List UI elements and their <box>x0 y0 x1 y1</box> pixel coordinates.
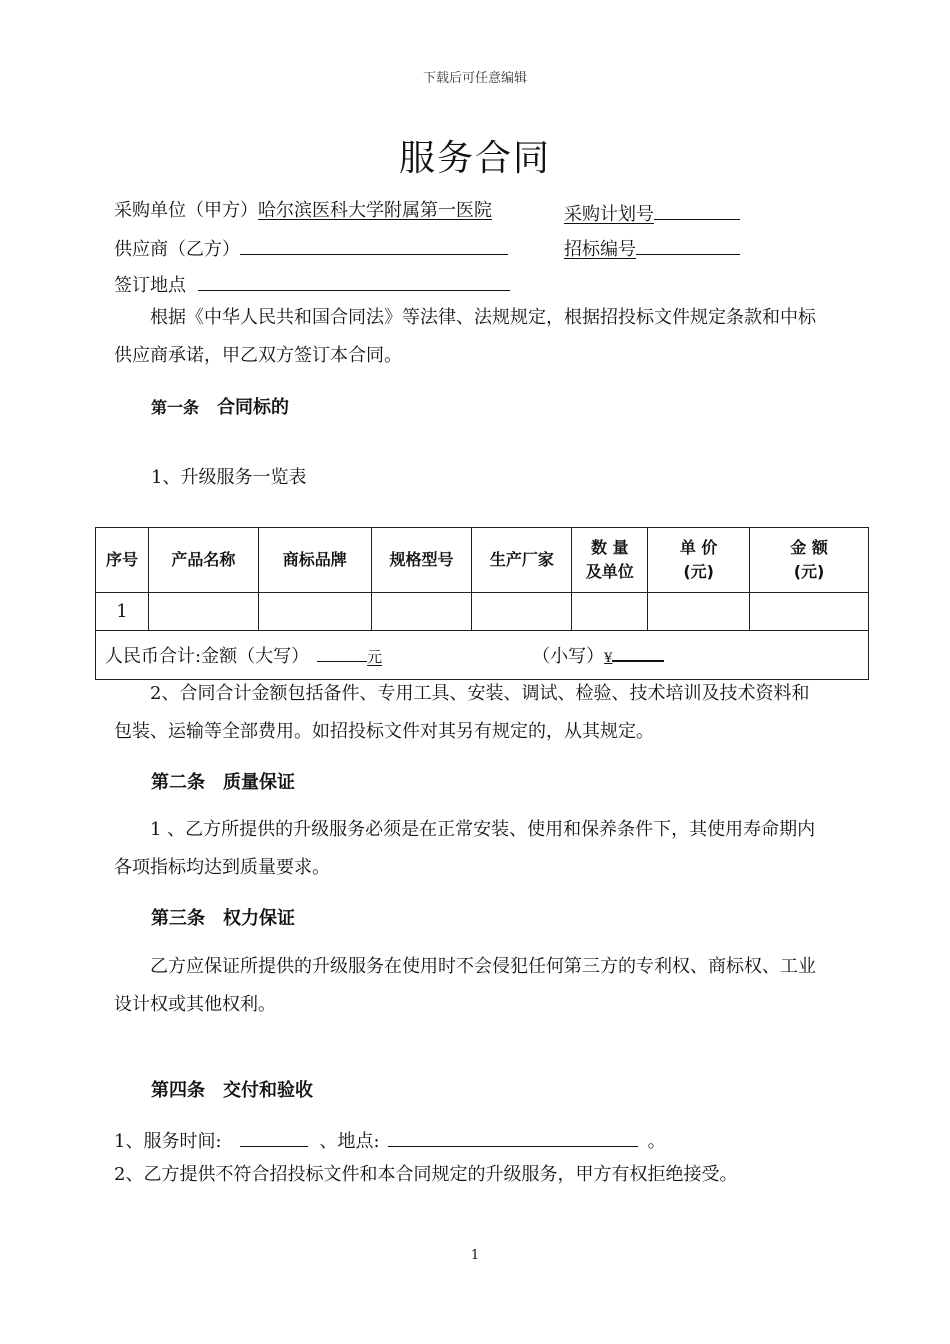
article4-title: 交付和验收 <box>223 1080 313 1101</box>
page-number: 1 <box>470 1248 480 1263</box>
article2-num: 第二条 <box>151 772 205 793</box>
article4-heading <box>151 1076 313 1102</box>
supplier-blank <box>240 234 508 255</box>
item1-end: 。 <box>647 1131 666 1152</box>
table-row <box>96 593 869 631</box>
article4-item1 <box>114 1126 666 1154</box>
small-symbol: ¥ <box>604 651 613 666</box>
items-table <box>95 527 869 680</box>
cell-empty <box>148 593 258 631</box>
col-header-manufacturer: 生产厂家 <box>472 528 572 593</box>
article1-num: 第一条 <box>151 398 200 417</box>
article1-heading <box>151 393 289 419</box>
article1-sub1: 1、升级服务一览表 <box>151 467 307 488</box>
cell-empty <box>750 593 869 631</box>
article3-title: 权力保证 <box>223 908 295 929</box>
small-label: （小写） <box>532 646 605 667</box>
article3-num: 第三条 <box>151 908 205 929</box>
service-time-blank <box>240 1126 308 1147</box>
article1-title: 合同标的 <box>217 397 290 418</box>
total-small-blank <box>612 644 664 662</box>
cell-empty <box>258 593 371 631</box>
cell-empty <box>371 593 472 631</box>
cell-empty <box>572 593 648 631</box>
cell-empty <box>472 593 572 631</box>
service-time-label: 1、服务时间: <box>114 1131 222 1152</box>
bid-no-line <box>564 234 740 262</box>
total-cell <box>96 631 869 680</box>
supplier-label: 供应商（乙方） <box>114 239 240 260</box>
article2-item1: 1 、乙方所提供的升级服务必须是在正常安装、使用和保养条件下，其使用寿命期内各项指标均达到质量要求。 <box>114 819 816 878</box>
col-header-product: 产品名称 <box>148 528 258 593</box>
table-total-row <box>96 631 869 680</box>
service-location-label: 、地点: <box>319 1131 380 1152</box>
supplier-line <box>114 234 508 262</box>
location-line <box>114 270 510 298</box>
plan-no-blank <box>654 199 740 220</box>
total-unit: 元 <box>367 648 383 666</box>
intro-paragraph: 根据《中华人民共和国合同法》等法律、法规规定，根据招投标文件规定条款和中标供应商承诺，甲乙双方签订本合同。 <box>114 307 816 366</box>
purchaser-label: 采购单位（甲方） <box>114 200 258 221</box>
col-header-model: 规格型号 <box>371 528 472 593</box>
service-location-blank <box>388 1126 638 1147</box>
col-header-index: 序号 <box>96 528 149 593</box>
col-header-unit-price: 单 价 (元) <box>648 528 750 593</box>
cell-empty <box>648 593 750 631</box>
header-note: 下载后可任意编辑 <box>422 71 527 86</box>
article4-num: 第四条 <box>151 1080 205 1101</box>
bid-no-label: 招标编号 <box>564 239 636 260</box>
location-blank <box>198 270 510 291</box>
article1-item2: 2、合同合计金额包括备件、专用工具、安装、调试、检验、技术培训及技术资料和包装、运输等全部费用。如招投标文件对其另有规定的，从其规定。 <box>114 683 810 742</box>
article3-text: 乙方应保证所提供的升级服务在使用时不会侵犯任何第三方的专利权、商标权、工业设计权或其他权利。 <box>114 956 816 1015</box>
cell-index: 1 <box>96 593 149 631</box>
article2-heading <box>151 768 295 794</box>
plan-no-label: 采购计划号 <box>564 204 654 225</box>
purchaser-line <box>114 199 492 223</box>
table-header-row <box>96 528 869 593</box>
purchaser-value: 哈尔滨医科大学附属第一医院 <box>258 200 492 221</box>
plan-no-line <box>564 199 740 227</box>
bid-no-blank <box>636 234 740 255</box>
location-label: 签订地点 <box>114 275 186 296</box>
document-title: 服务合同 <box>398 138 551 179</box>
article2-title: 质量保证 <box>223 772 295 793</box>
col-header-brand: 商标品牌 <box>258 528 371 593</box>
article4-item2: 2、乙方提供不符合招投标文件和本合同规定的升级服务，甲方有权拒绝接受。 <box>114 1164 738 1185</box>
col-header-quantity: 数 量 及单位 <box>572 528 648 593</box>
total-capital-blank <box>317 643 367 662</box>
article3-heading <box>151 904 295 930</box>
col-header-amount: 金 额 (元) <box>750 528 869 593</box>
total-label: 人民币合计:金额（大写） <box>105 646 310 667</box>
